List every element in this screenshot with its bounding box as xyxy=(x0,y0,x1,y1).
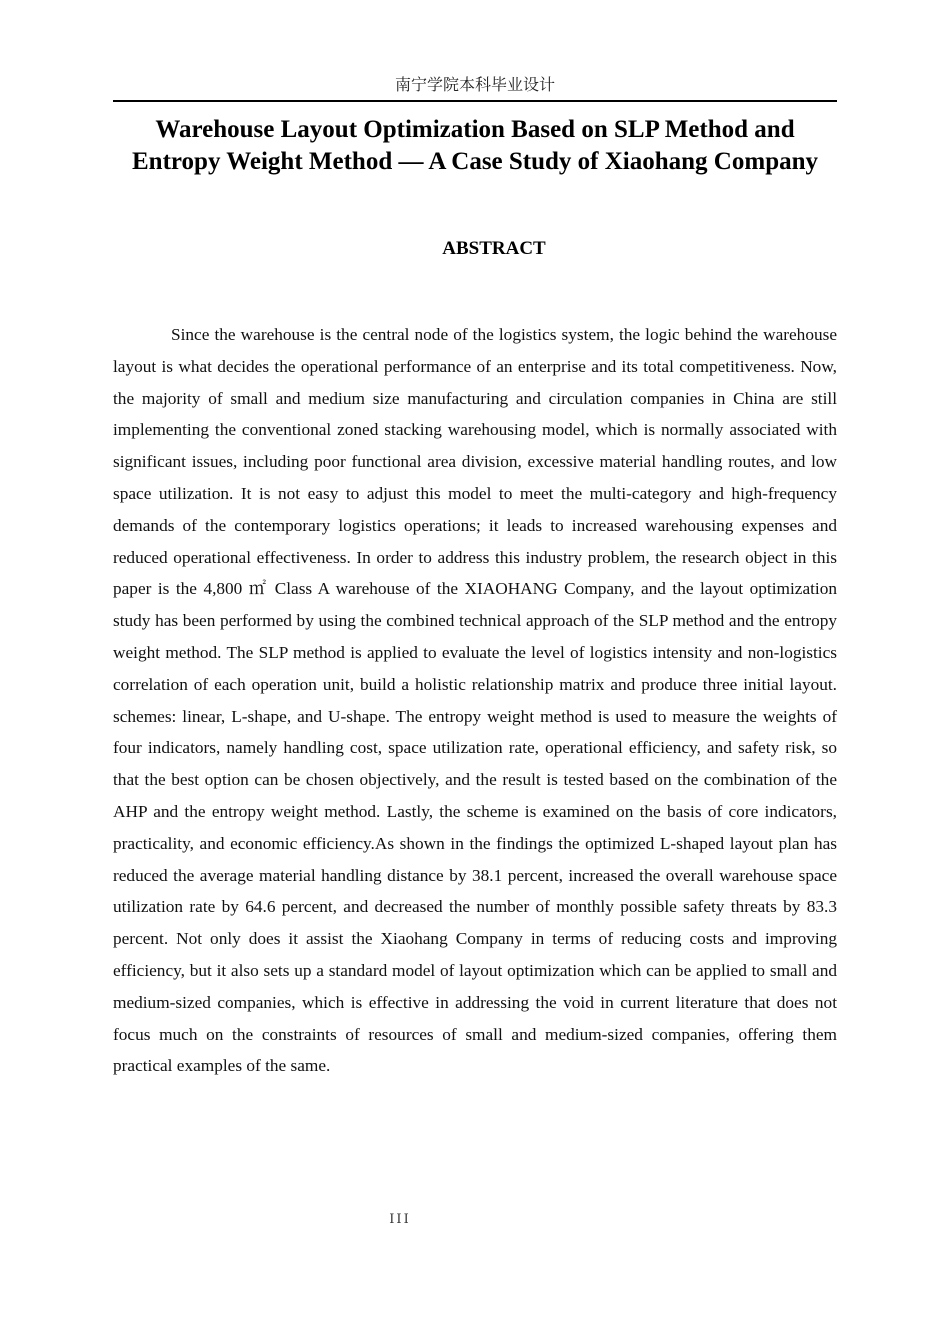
header-rule xyxy=(113,100,837,102)
abstract-body: Since the warehouse is the central node of the logistics system, the logic behind the warehouse layout is what decides the operational performance of an enterprise and its total competitiveness. Now, the majority of small and medium size manufacturing and circulation companies in China are still implementing the conventional zoned stacking warehousing model, which is normally associated with significant issues, including poor functional area division, excessive material handling routes, and low space utilization. It is not easy to adjust this model to meet the multi-category and high-frequency demands of the contemporary logistics operations; it leads to increased warehousing expenses and reduced operational effectiveness. In order to address this industry problem, the research object in this paper is the 4,800 ㎡ Class A warehouse of the XIAOHANG Company, and the layout optimization study has been performed by using the combined technical approach of the SLP method and the entropy weight method. The SLP method is applied to evaluate the level of logistics intensity and non-logistics correlation of each operation unit, build a holistic relationship matrix and produce three initial layout. schemes: linear, L-shape, and U-shape. The entropy weight method is used to measure the weights of four indicators, namely handling cost, space utilization rate, operational efficiency, and safety risk, so that the best option can be chosen objectively, and the result is tested based on the combination of the AHP and the entropy weight method. Lastly, the scheme is examined on the basis of core indicators, practicality, and economic efficiency.As shown in the findings the optimized L-shaped layout plan has reduced the average material handling distance by 38.1 percent, increased the overall warehouse space utilization rate by 64.6 percent, and decreased the number of monthly possible safety threats by 83.3 percent. Not only does it assist the Xiaohang Company in terms of reducing costs and improving efficiency, but it also sets up a standard model of layout optimization which can be applied to small and medium-sized companies, which is effective in addressing the void in current literature that does not focus much on the constraints of resources of small and medium-sized companies, offering them practical examples of the same. xyxy=(113,325,837,1076)
page-number: III xyxy=(389,1212,411,1227)
paper-title xyxy=(113,114,837,178)
running-header: 南宁学院本科毕业设计 xyxy=(394,75,555,94)
paper-title-line-1: Warehouse Layout Optimization Based on SLP Method and xyxy=(155,116,795,143)
paper-title-line-2: Entropy Weight Method — A Case Study of Xiaohang Company xyxy=(132,148,818,175)
abstract-heading: ABSTRACT xyxy=(442,238,546,259)
